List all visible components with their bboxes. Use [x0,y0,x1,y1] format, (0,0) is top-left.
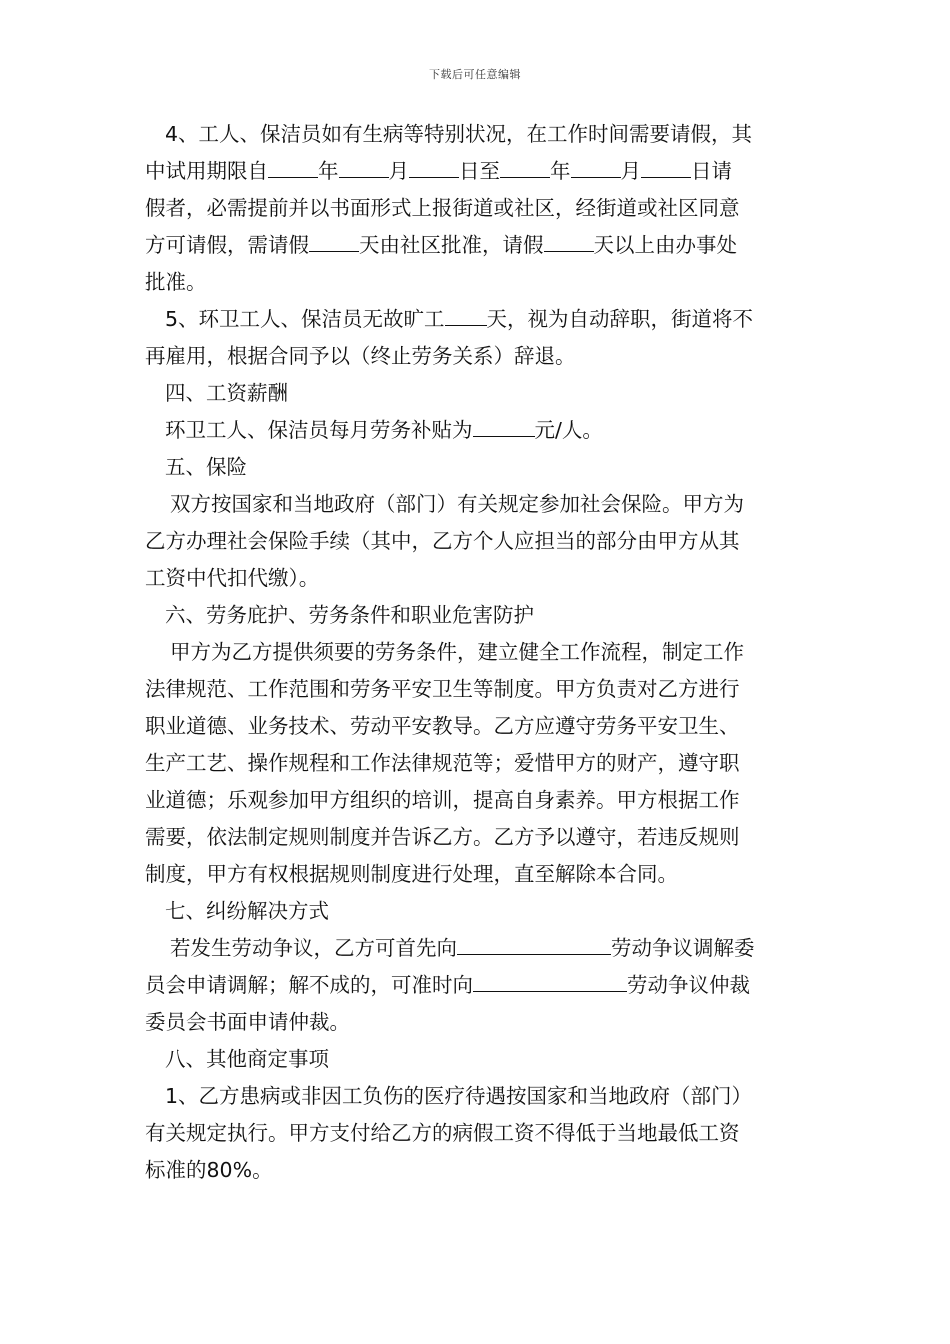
section-7-line-2 [145,967,810,1004]
text-segment: 月 [388,159,409,183]
section-8-title: 八、其他商定事项 [165,1047,329,1071]
blank-mediation-committee [457,934,611,955]
text-segment: 环卫工人、保洁员每月劳务补贴为 [165,418,473,442]
section-5-title: 五、保险 [165,455,247,479]
item-4-line-3: 假者，必需提前并以书面形式上报街道或社区，经街道或社区同意 [145,196,740,220]
section-6-line-1: 甲方为乙方提供须要的劳务条件，建立健全工作流程，制定工作 [170,640,744,664]
text-segment: 中试用期限自 [145,159,268,183]
blank-month-end [571,157,621,178]
section-4-line-1 [145,412,810,449]
section-5-line-2: 乙方办理社会保险手续（其中，乙方个人应担当的部分由甲方从其 [145,529,740,553]
section-8-line-1: 1、乙方患病或非因工负伤的医疗待遇按国家和当地政府（部门） [165,1084,753,1108]
item-4-line-5: 批准。 [145,270,207,294]
item-4-line-2 [145,153,810,190]
item-4-line-1: 4、工人、保洁员如有生病等特别状况，在工作时间需要请假，其 [165,122,753,146]
document-body [145,116,810,1189]
section-7-line-3: 委员会书面申请仲裁。 [145,1010,350,1034]
text-segment: 5、环卫工人、保洁员无故旷工 [165,307,445,331]
item-5-line-1 [145,301,810,338]
section-7-title: 七、纠纷解决方式 [165,899,329,923]
section-5-line-1: 双方按国家和当地政府（部门）有关规定参加社会保险。甲方为 [170,492,744,516]
text-segment: 元/人。 [534,418,603,442]
item-4-line-4 [145,227,810,264]
text-segment: 年 [318,159,339,183]
section-6-line-3: 职业道德、业务技术、劳动平安教导。乙方应遵守劳务平安卫生、 [145,714,740,738]
page-header: 下载后可任意编辑 [429,68,521,81]
section-6-line-6: 需要，依法制定规则制度并告诉乙方。乙方予以遵守，若违反规则 [145,825,740,849]
blank-month-start [339,157,389,178]
text-segment: 日请 [691,159,732,183]
blank-year-end [500,157,550,178]
text-segment: 月 [620,159,641,183]
blank-day-end [641,157,691,178]
section-4-title: 四、工资薪酬 [165,381,288,405]
section-6-line-7: 制度，甲方有权根据规则制度进行处理，直至解除本合同。 [145,862,678,886]
text-segment: 劳动争议仲裁 [627,973,750,997]
text-segment: 若发生劳动争议，乙方可首先向 [170,936,457,960]
text-segment: 方可请假，需请假 [145,233,309,257]
text-segment: 天，视为自动辞职，街道将不 [486,307,754,331]
blank-allowance [473,416,535,437]
text-segment: 年 [550,159,571,183]
text-segment: 劳动争议调解委 [611,936,755,960]
blank-community-days [309,231,359,252]
section-8-line-2: 有关规定执行。甲方支付给乙方的病假工资不得低于当地最低工资 [145,1121,740,1145]
blank-office-days [544,231,594,252]
item-5-line-2: 再雇用，根据合同予以（终止劳务关系）辞退。 [145,344,576,368]
blank-day-start [409,157,459,178]
text-segment: 日至 [459,159,500,183]
section-6-line-2: 法律规范、工作范围和劳务平安卫生等制度。甲方负责对乙方进行 [145,677,740,701]
section-8-line-3: 标准的80%。 [145,1158,273,1182]
text-segment: 员会申请调解；解不成的，可准时向 [145,973,473,997]
section-6-title: 六、劳务庇护、劳务条件和职业危害防护 [165,603,534,627]
section-6-line-5: 业道德；乐观参加甲方组织的培训，提高自身素养。甲方根据工作 [145,788,740,812]
text-segment: 天以上由办事处 [593,233,737,257]
section-6-line-4: 生产工艺、操作规程和工作法律规范等；爱惜甲方的财产，遵守职 [145,751,740,775]
blank-year-start [268,157,318,178]
section-7-line-1 [145,930,810,967]
blank-arbitration-committee [473,971,627,992]
text-segment: 天由社区批准，请假 [359,233,544,257]
section-5-line-3: 工资中代扣代缴）。 [145,566,320,590]
blank-absence-days [445,305,487,326]
